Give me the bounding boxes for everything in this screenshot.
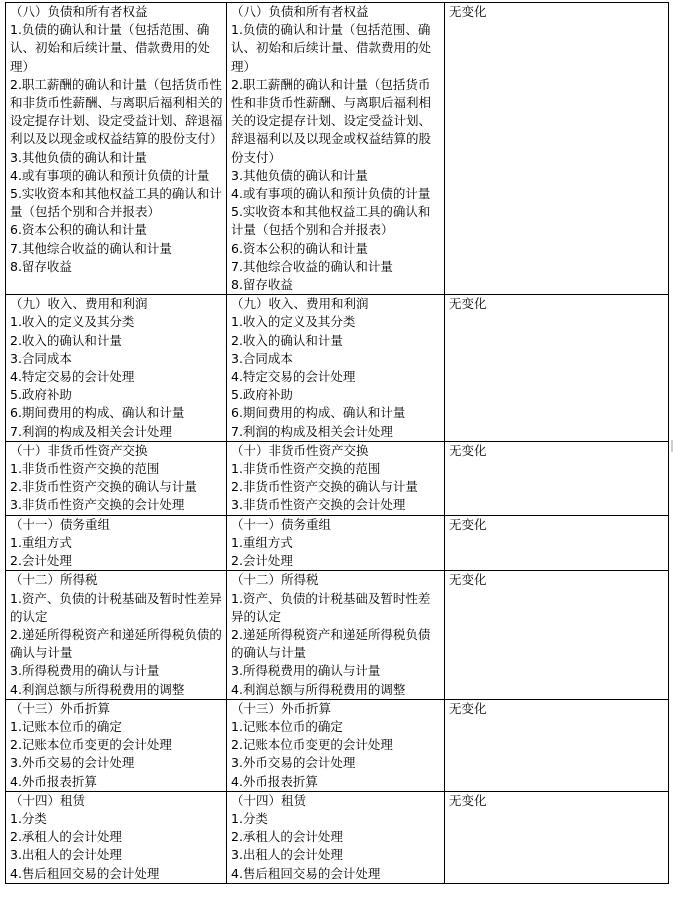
- topic-item: 1.收入的定义及其分类: [10, 314, 135, 330]
- section-heading: （九）收入、费用和利润: [10, 296, 148, 312]
- old-syllabus-cell: [6, 295, 227, 442]
- topic-item: 2.职工薪酬的确认和计量（包括货币性和非货币性薪酬、与离职后福利相关的设定提存计划、设定受益计划、辞退福利以及以现金或权益结算的股份支付）: [10, 76, 223, 147]
- topic-item: 2.递延所得税资产和递延所得税负债的确认与计量: [231, 626, 431, 661]
- old-syllabus-cell: [6, 515, 227, 571]
- topic-item: 2.职工薪酬的确认和计量（包括货币性和非货币性薪酬、与离职后福利相关的设定提存计划、设定受益计划、辞退福利以及以现金或权益结算的股份支付）: [231, 76, 432, 165]
- topic-item: 2.非货币性资产交换的确认与计量: [231, 479, 418, 495]
- change-status: 无变化: [449, 296, 487, 312]
- topic-item: 4.特定交易的会计处理: [10, 369, 135, 385]
- topic-item: 2.收入的确认和计量: [231, 332, 343, 348]
- change-status: 无变化: [449, 792, 487, 808]
- new-syllabus-cell: [227, 699, 445, 791]
- section-heading: （十四）租赁: [10, 792, 86, 808]
- section-heading: （十四）租赁: [231, 792, 307, 808]
- topic-item: 5.政府补助: [10, 387, 72, 403]
- old-syllabus-cell: [6, 441, 227, 515]
- table-row: [6, 571, 669, 699]
- old-syllabus-cell: [6, 791, 227, 883]
- topic-item: 7.其他综合收益的确认和计量: [231, 258, 393, 274]
- change-status-cell: [445, 515, 669, 571]
- topic-item: 3.所得税费用的确认与计量: [231, 663, 381, 679]
- topic-item: 8.留存收益: [10, 258, 72, 274]
- section-heading: （十一）债务重组: [231, 516, 332, 532]
- topic-item: 3.其他负债的确认和计量: [10, 149, 147, 165]
- syllabus-comparison-table: [5, 2, 669, 884]
- topic-item: 1.收入的定义及其分类: [231, 314, 356, 330]
- change-status-cell: [445, 441, 669, 515]
- section-heading: （十三）外币折算: [231, 700, 332, 716]
- section-heading: （八）负债和所有者权益: [231, 4, 369, 19]
- topic-item: 3.合同成本: [231, 350, 293, 366]
- topic-item: 4.售后租回交易的会计处理: [10, 865, 160, 881]
- topic-item: 1.非货币性资产交换的范围: [10, 461, 160, 477]
- topic-item: 1.负债的确认和计量（包括范围、确认、初始和后续计量、借款费用的处理）: [10, 22, 211, 74]
- new-syllabus-cell: [227, 441, 445, 515]
- topic-item: 2.会计处理: [231, 553, 293, 569]
- topic-item: 1.资产、负债的计税基础及暂时性差异的认定: [10, 590, 222, 624]
- topic-item: 6.期间费用的构成、确认和计量: [10, 405, 185, 421]
- topic-item: 2.收入的确认和计量: [10, 332, 122, 348]
- new-syllabus-cell: [227, 295, 445, 442]
- topic-item: 3.其他负债的确认和计量: [231, 167, 368, 183]
- topic-item: 3.非货币性资产交换的会计处理: [10, 497, 185, 513]
- topic-item: 4.或有事项的确认和预计负债的计量: [10, 167, 210, 183]
- topic-item: 5.实收资本和其他权益工具的确认和计量（包括个别和合并报表）: [231, 204, 431, 238]
- topic-item: 3.外币交易的会计处理: [10, 755, 135, 771]
- topic-item: 3.外币交易的会计处理: [231, 755, 356, 771]
- table-body: [6, 3, 669, 884]
- old-syllabus-cell: [6, 699, 227, 791]
- topic-item: 1.分类: [231, 810, 268, 826]
- section-heading: （九）收入、费用和利润: [231, 296, 369, 312]
- topic-item: 2.非货币性资产交换的确认与计量: [10, 479, 197, 495]
- topic-item: 1.记账本位币的确定: [10, 718, 122, 734]
- topic-item: 4.特定交易的会计处理: [231, 369, 356, 385]
- change-status-cell: [445, 791, 669, 883]
- table-row: [6, 515, 669, 571]
- change-status: 无变化: [449, 442, 487, 458]
- change-status: 无变化: [449, 516, 487, 532]
- old-syllabus-cell: [6, 571, 227, 699]
- table-row: [6, 441, 669, 515]
- topic-item: 1.分类: [10, 810, 47, 826]
- topic-item: 3.非货币性资产交换的会计处理: [231, 497, 406, 513]
- topic-item: 4.外币报表折算: [231, 773, 318, 789]
- topic-item: 6.资本公积的确认和计量: [231, 240, 368, 256]
- topic-item: 3.所得税费用的确认与计量: [10, 663, 160, 679]
- topic-item: 4.售后租回交易的会计处理: [231, 865, 381, 881]
- topic-item: 1.重组方式: [10, 534, 72, 550]
- topic-item: 2.记账本位币变更的会计处理: [10, 737, 172, 753]
- topic-item: 2.记账本位币变更的会计处理: [231, 737, 393, 753]
- topic-item: 1.负债的确认和计量（包括范围、确认、初始和后续计量、借款费用的处理）: [231, 22, 432, 74]
- new-syllabus-cell: [227, 3, 445, 295]
- topic-item: 4.利润总额与所得税费用的调整: [231, 681, 406, 697]
- section-heading: （十三）外币折算: [10, 700, 111, 716]
- change-status-cell: [445, 571, 669, 699]
- topic-item: 7.利润的构成及相关会计处理: [231, 423, 393, 439]
- topic-item: 5.实收资本和其他权益工具的确认和计量（包括个别和合并报表）: [10, 186, 222, 220]
- new-syllabus-cell: [227, 571, 445, 699]
- table-row: [6, 699, 669, 791]
- topic-item: 5.政府补助: [231, 387, 293, 403]
- change-status: 无变化: [449, 4, 487, 19]
- topic-item: 7.利润的构成及相关会计处理: [10, 423, 172, 439]
- section-heading: （十二）所得税: [231, 572, 319, 588]
- table-row: [6, 3, 669, 295]
- change-status: 无变化: [449, 572, 487, 588]
- section-heading: （十二）所得税: [10, 572, 98, 588]
- topic-item: 3.出租人的会计处理: [231, 847, 343, 863]
- topic-item: 2.递延所得税资产和递延所得税负债的确认与计量: [10, 626, 222, 661]
- section-heading: （八）负债和所有者权益: [10, 4, 148, 19]
- section-heading: （十）非货币性资产交换: [231, 442, 369, 458]
- topic-item: 3.合同成本: [10, 350, 72, 366]
- topic-item: 1.非货币性资产交换的范围: [231, 461, 381, 477]
- topic-item: 3.出租人的会计处理: [10, 847, 122, 863]
- change-status: 无变化: [449, 700, 487, 716]
- change-status-cell: [445, 3, 669, 295]
- topic-item: 2.承租人的会计处理: [10, 829, 122, 845]
- section-heading: （十）非货币性资产交换: [10, 442, 148, 458]
- topic-item: 8.留存收益: [231, 277, 293, 293]
- new-syllabus-cell: [227, 515, 445, 571]
- new-syllabus-cell: [227, 791, 445, 883]
- topic-item: 4.利润总额与所得税费用的调整: [10, 681, 185, 697]
- section-heading: （十一）债务重组: [10, 516, 111, 532]
- topic-item: 7.其他综合收益的确认和计量: [10, 240, 172, 256]
- topic-item: 4.或有事项的确认和预计负债的计量: [231, 186, 431, 202]
- topic-item: 1.资产、负债的计税基础及暂时性差异的认定: [231, 590, 431, 624]
- topic-item: 6.资本公积的确认和计量: [10, 222, 147, 238]
- change-status-cell: [445, 699, 669, 791]
- topic-item: 1.重组方式: [231, 534, 293, 550]
- topic-item: 1.记账本位币的确定: [231, 718, 343, 734]
- old-syllabus-cell: [6, 3, 227, 295]
- change-status-cell: [445, 295, 669, 442]
- table-row: [6, 295, 669, 442]
- topic-item: 6.期间费用的构成、确认和计量: [231, 405, 406, 421]
- table-row: [6, 791, 669, 883]
- topic-item: 4.外币报表折算: [10, 773, 97, 789]
- topic-item: 2.承租人的会计处理: [231, 829, 343, 845]
- topic-item: 2.会计处理: [10, 553, 72, 569]
